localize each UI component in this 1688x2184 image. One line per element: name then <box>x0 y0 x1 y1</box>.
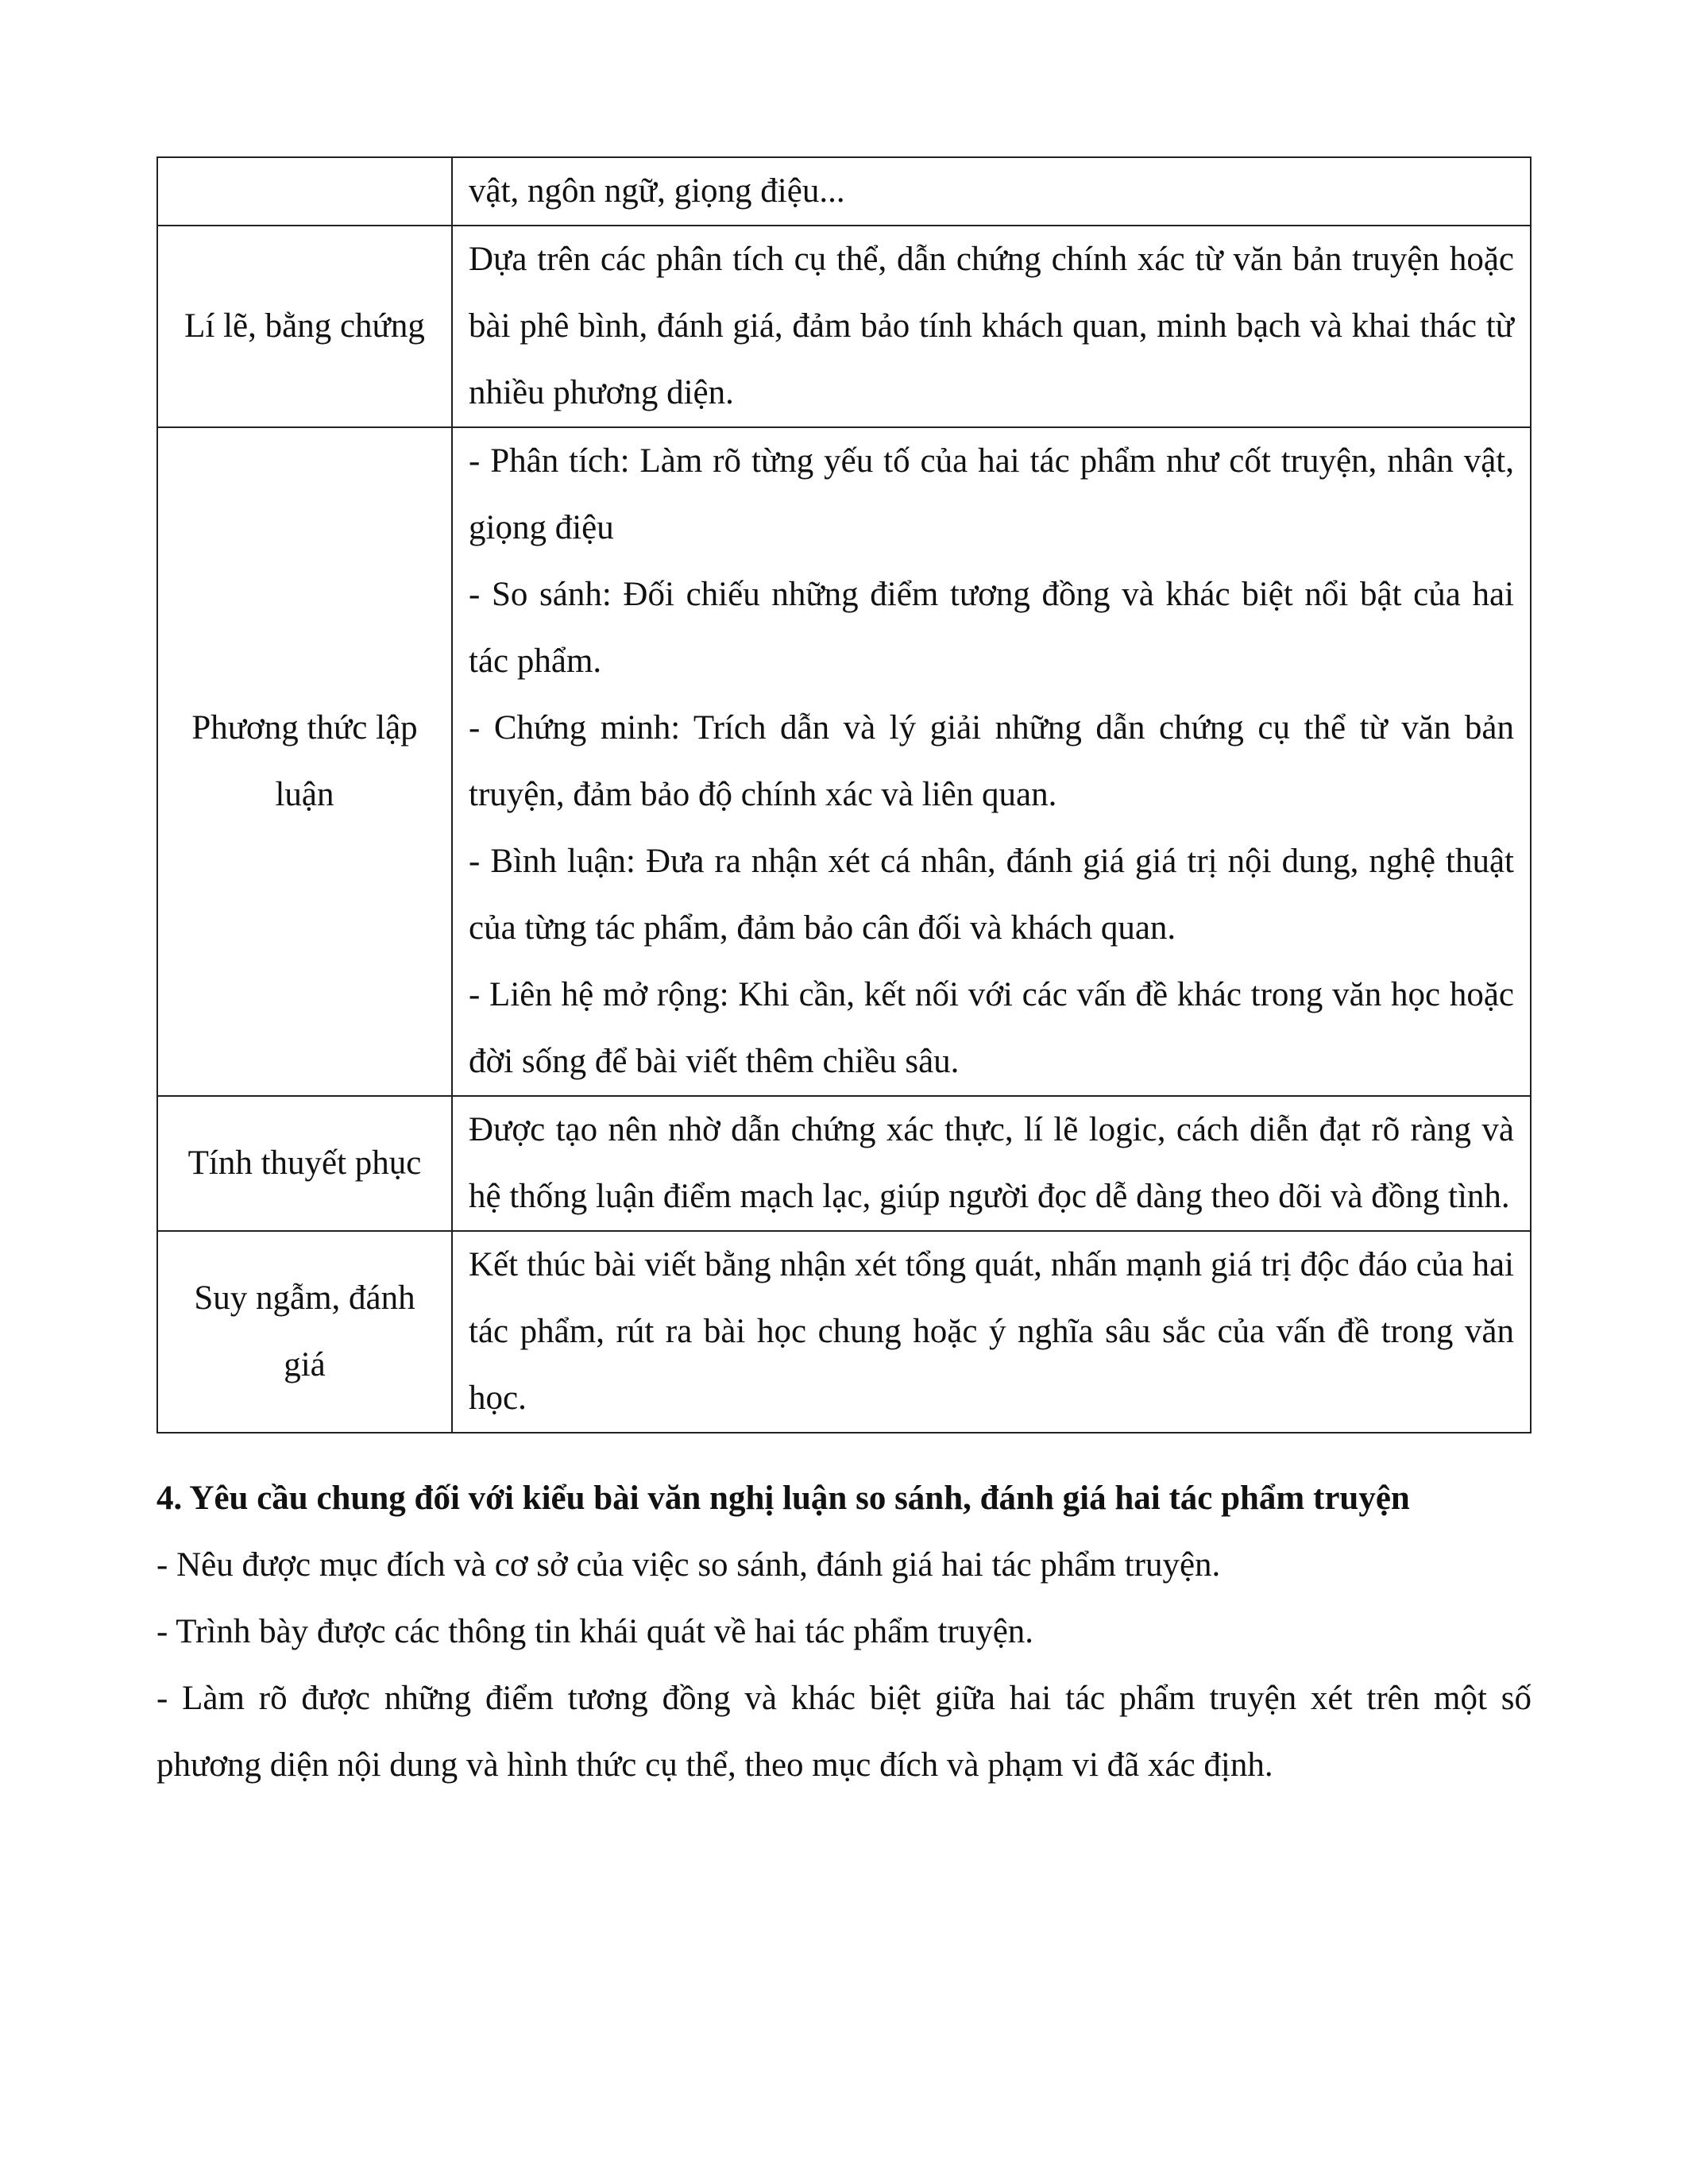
row-label: Tính thuyết phục <box>157 1096 452 1231</box>
summary-table <box>156 156 1532 1433</box>
content-line: - Phân tích: Làm rõ từng yếu tố của hai tác phẩm như cốt truyện, nhân vật, giọng điệu <box>469 442 1514 546</box>
content-line: - So sánh: Đối chiếu những điểm tương đồng và khác biệt nổi bật của hai tác phẩm. <box>469 576 1514 680</box>
row-content <box>452 427 1531 1096</box>
row-content <box>452 1231 1531 1433</box>
row-label: Suy ngẫm, đánh giá <box>157 1231 452 1433</box>
section-item: - Trình bày được các thông tin khái quát về hai tác phẩm truyện. <box>156 1613 1034 1650</box>
table-row <box>157 157 1531 226</box>
content-line: - Liên hệ mở rộng: Khi cần, kết nối với các vấn đề khác trong văn học hoặc đời sống để bài viết thêm chiều sâu. <box>469 976 1514 1080</box>
table-row <box>157 1231 1531 1433</box>
row-label: Phương thức lập luận <box>157 427 452 1096</box>
table-row <box>157 226 1531 427</box>
section-4 <box>156 1465 1532 1799</box>
table-row <box>157 427 1531 1096</box>
section-item: - Làm rõ được những điểm tương đồng và khác biệt giữa hai tác phẩm truyện xét trên một số phương diện nội dung và hình thức cụ thể, theo mục đích và phạm vi đã xác định. <box>156 1680 1532 1784</box>
row-label: Lí lẽ, bằng chứng <box>157 226 452 427</box>
section-item: - Nêu được mục đích và cơ sở của việc so sánh, đánh giá hai tác phẩm truyện. <box>156 1546 1221 1584</box>
row-content <box>452 1096 1531 1231</box>
table-row <box>157 1096 1531 1231</box>
content-line: Kết thúc bài viết bằng nhận xét tổng quát, nhấn mạnh giá trị độc đáo của hai tác phẩm, rút ra bài học chung hoặc ý nghĩa sâu sắc của vấn đề trong văn học. <box>469 1246 1514 1417</box>
content-line: - Chứng minh: Trích dẫn và lý giải những dẫn chứng cụ thể từ văn bản truyện, đảm bảo độ chính xác và liên quan. <box>469 709 1514 813</box>
document-page <box>156 156 1532 1799</box>
content-line: Được tạo nên nhờ dẫn chứng xác thực, lí lẽ logic, cách diễn đạt rõ ràng và hệ thống luận điểm mạch lạc, giúp người đọc dễ dàng theo dõi và đồng tình. <box>469 1111 1514 1215</box>
row-label <box>157 157 452 226</box>
row-content <box>452 157 1531 226</box>
content-line: vật, ngôn ngữ, giọng điệu... <box>469 172 845 210</box>
content-line: - Bình luận: Đưa ra nhận xét cá nhân, đánh giá giá trị nội dung, nghệ thuật của từng tác phẩm, đảm bảo cân đối và khách quan. <box>469 843 1514 947</box>
section-heading: 4. Yêu cầu chung đối với kiểu bài văn nghị luận so sánh, đánh giá hai tác phẩm truyện <box>156 1480 1410 1517</box>
content-line: Dựa trên các phân tích cụ thể, dẫn chứng chính xác từ văn bản truyện hoặc bài phê bình, đánh giá, đảm bảo tính khách quan, minh bạch và khai thác từ nhiều phương diện. <box>469 241 1514 411</box>
row-content <box>452 226 1531 427</box>
